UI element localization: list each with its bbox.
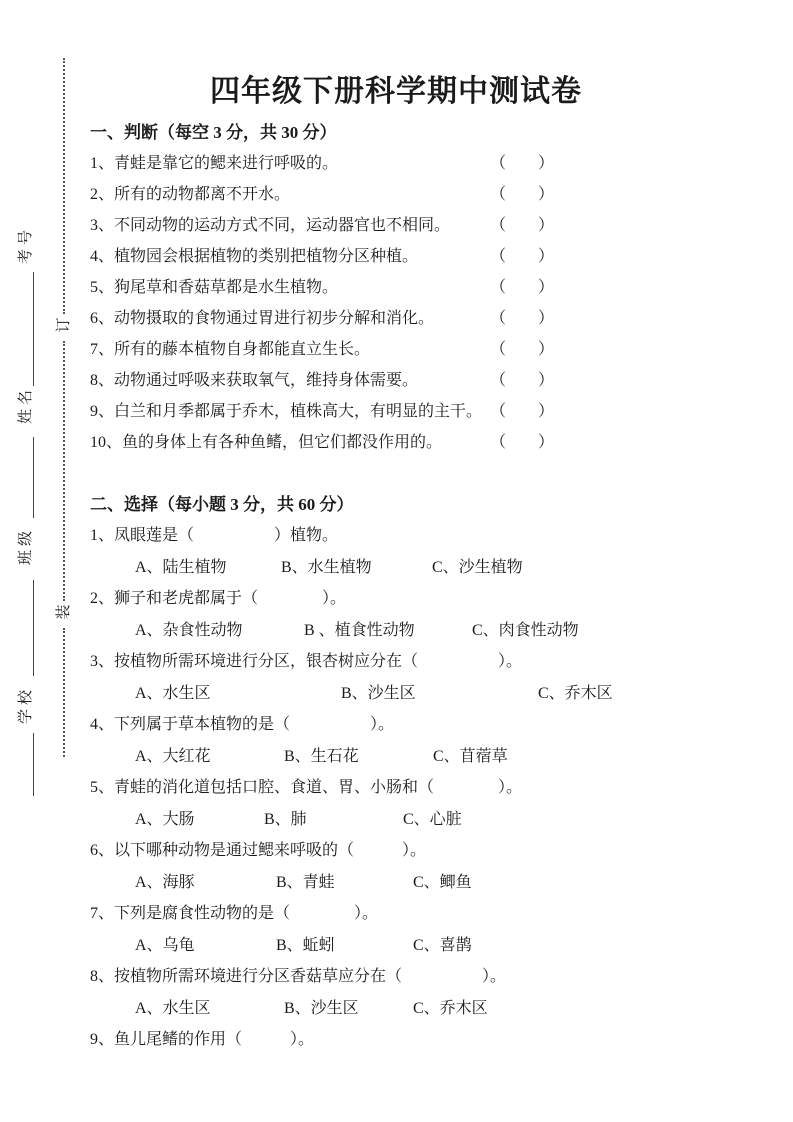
choice-option: A、陆生植物 bbox=[135, 558, 227, 576]
choice-question: 7、下列是腐食性动物的是（ ）。 bbox=[90, 905, 379, 922]
judgment-item bbox=[90, 148, 715, 179]
choice-question: 9、鱼儿尾鳍的作用（ ）。 bbox=[90, 1031, 315, 1048]
choice-option: A、水生区 bbox=[135, 999, 211, 1017]
judgment-item-text: 1、青蛙是靠它的鳃来进行呼吸的。 bbox=[90, 155, 339, 172]
page-title: 四年级下册科学期中测试卷 bbox=[210, 75, 582, 108]
field-label-school: 学校 bbox=[18, 686, 34, 725]
answer-blank: （ ） bbox=[490, 403, 555, 420]
choice-option: C、喜鹊 bbox=[413, 936, 472, 954]
choice-options bbox=[90, 678, 715, 710]
choice-option: C、乔木区 bbox=[413, 999, 488, 1017]
choice-options bbox=[90, 993, 715, 1025]
choice-option: C、沙生植物 bbox=[432, 558, 523, 576]
choice-options bbox=[90, 615, 715, 647]
choice-option: C、苜蓿草 bbox=[433, 747, 508, 765]
judgment-item-text: 6、动物摄取的食物通过胃进行初步分解和消化。 bbox=[90, 310, 435, 327]
choice-option: A、杂食性动物 bbox=[135, 621, 243, 639]
choice-question: 8、按植物所需环境进行分区香菇草应分在（ ）。 bbox=[90, 968, 507, 985]
choice-option: B、蚯蚓 bbox=[276, 936, 335, 954]
binding-dotted-line bbox=[63, 628, 65, 757]
choice-option: B、生石花 bbox=[284, 747, 359, 765]
judgment-item bbox=[90, 427, 715, 458]
binding-label-zhuang: 装 bbox=[56, 604, 72, 620]
choice-question: 4、下列属于草本植物的是（ ）。 bbox=[90, 716, 395, 733]
choice-options bbox=[90, 741, 715, 773]
judgment-item bbox=[90, 365, 715, 396]
answer-blank: （ ） bbox=[490, 217, 555, 234]
choice-options bbox=[90, 930, 715, 962]
choice-option: B、沙生区 bbox=[284, 999, 359, 1017]
judgment-item bbox=[90, 396, 715, 427]
section-judgment-header: 一、判断（每空 3 分，共 30 分） bbox=[90, 123, 337, 142]
choice-option: B、沙生区 bbox=[341, 684, 416, 702]
binding-dotted-line bbox=[63, 341, 65, 601]
choice-options bbox=[90, 867, 715, 899]
judgment-item-text: 7、所有的藤本植物自身都能直立生长。 bbox=[90, 341, 371, 358]
choice-option: B、水生植物 bbox=[281, 558, 372, 576]
exam-content bbox=[90, 117, 715, 1056]
answer-blank: （ ） bbox=[490, 248, 555, 265]
judgment-item-text: 10、鱼的身体上有各种鱼鳍，但它们都没作用的。 bbox=[90, 434, 443, 451]
judgment-item bbox=[90, 210, 715, 241]
choice-option: B、青蛙 bbox=[276, 873, 335, 891]
choice-option: A、乌龟 bbox=[135, 936, 195, 954]
choice-option: A、大红花 bbox=[135, 747, 211, 765]
choice-option: A、水生区 bbox=[135, 684, 211, 702]
field-label-exam-no: 考号 bbox=[18, 226, 34, 265]
judgment-item bbox=[90, 241, 715, 272]
class-blank-line bbox=[33, 580, 34, 676]
choice-option: A、海豚 bbox=[135, 873, 195, 891]
choice-option: C、肉食性动物 bbox=[472, 621, 579, 639]
choice-question: 1、凤眼莲是（ ）植物。 bbox=[90, 527, 339, 544]
field-label-name: 姓名 bbox=[18, 386, 34, 425]
judgment-item bbox=[90, 272, 715, 303]
answer-blank: （ ） bbox=[490, 186, 555, 203]
judgment-item-text: 9、白兰和月季都属于乔木，植株高大，有明显的主干。 bbox=[90, 403, 483, 420]
judgment-item-text: 2、所有的动物都离不开水。 bbox=[90, 186, 291, 203]
judgment-item-text: 8、动物通过呼吸来获取氧气，维持身体需要。 bbox=[90, 372, 419, 389]
binding-label-ding: 订 bbox=[56, 317, 72, 333]
judgment-item bbox=[90, 179, 715, 210]
exam-no-blank-line bbox=[33, 272, 34, 386]
answer-blank: （ ） bbox=[490, 341, 555, 358]
field-label-class: 班级 bbox=[18, 527, 34, 566]
choice-option: C、乔木区 bbox=[538, 684, 613, 702]
choice-option: B、肺 bbox=[264, 810, 307, 828]
choice-option: C、心脏 bbox=[403, 810, 462, 828]
choice-option: C、鲫鱼 bbox=[413, 873, 472, 891]
answer-blank: （ ） bbox=[490, 434, 555, 451]
judgment-item bbox=[90, 334, 715, 365]
name-blank-line bbox=[33, 437, 34, 518]
judgment-item-text: 3、不同动物的运动方式不同，运动器官也不相同。 bbox=[90, 217, 451, 234]
judgment-item bbox=[90, 303, 715, 334]
choice-options bbox=[90, 804, 715, 836]
binding-dotted-line bbox=[63, 58, 65, 314]
choice-question: 3、按植物所需环境进行分区，银杏树应分在（ ）。 bbox=[90, 653, 523, 670]
answer-blank: （ ） bbox=[490, 155, 555, 172]
answer-blank: （ ） bbox=[490, 372, 555, 389]
choice-options bbox=[90, 552, 715, 584]
choice-question: 2、狮子和老虎都属于（ ）。 bbox=[90, 590, 347, 607]
choice-option: A、大肠 bbox=[135, 810, 195, 828]
choice-question: 5、青蛙的消化道包括口腔、食道、胃、小肠和（ ）。 bbox=[90, 779, 523, 796]
section-choice-header: 二、选择（每小题 3 分，共 60 分） bbox=[90, 495, 354, 514]
judgment-item-text: 5、狗尾草和香菇草都是水生植物。 bbox=[90, 279, 339, 296]
judgment-item-text: 4、植物园会根据植物的类别把植物分区种植。 bbox=[90, 248, 419, 265]
answer-blank: （ ） bbox=[490, 279, 555, 296]
choice-option: B 、植食性动物 bbox=[304, 621, 415, 639]
answer-blank: （ ） bbox=[490, 310, 555, 327]
choice-question: 6、以下哪种动物是通过鳃来呼吸的（ ）。 bbox=[90, 842, 427, 859]
school-blank-line bbox=[33, 733, 34, 796]
